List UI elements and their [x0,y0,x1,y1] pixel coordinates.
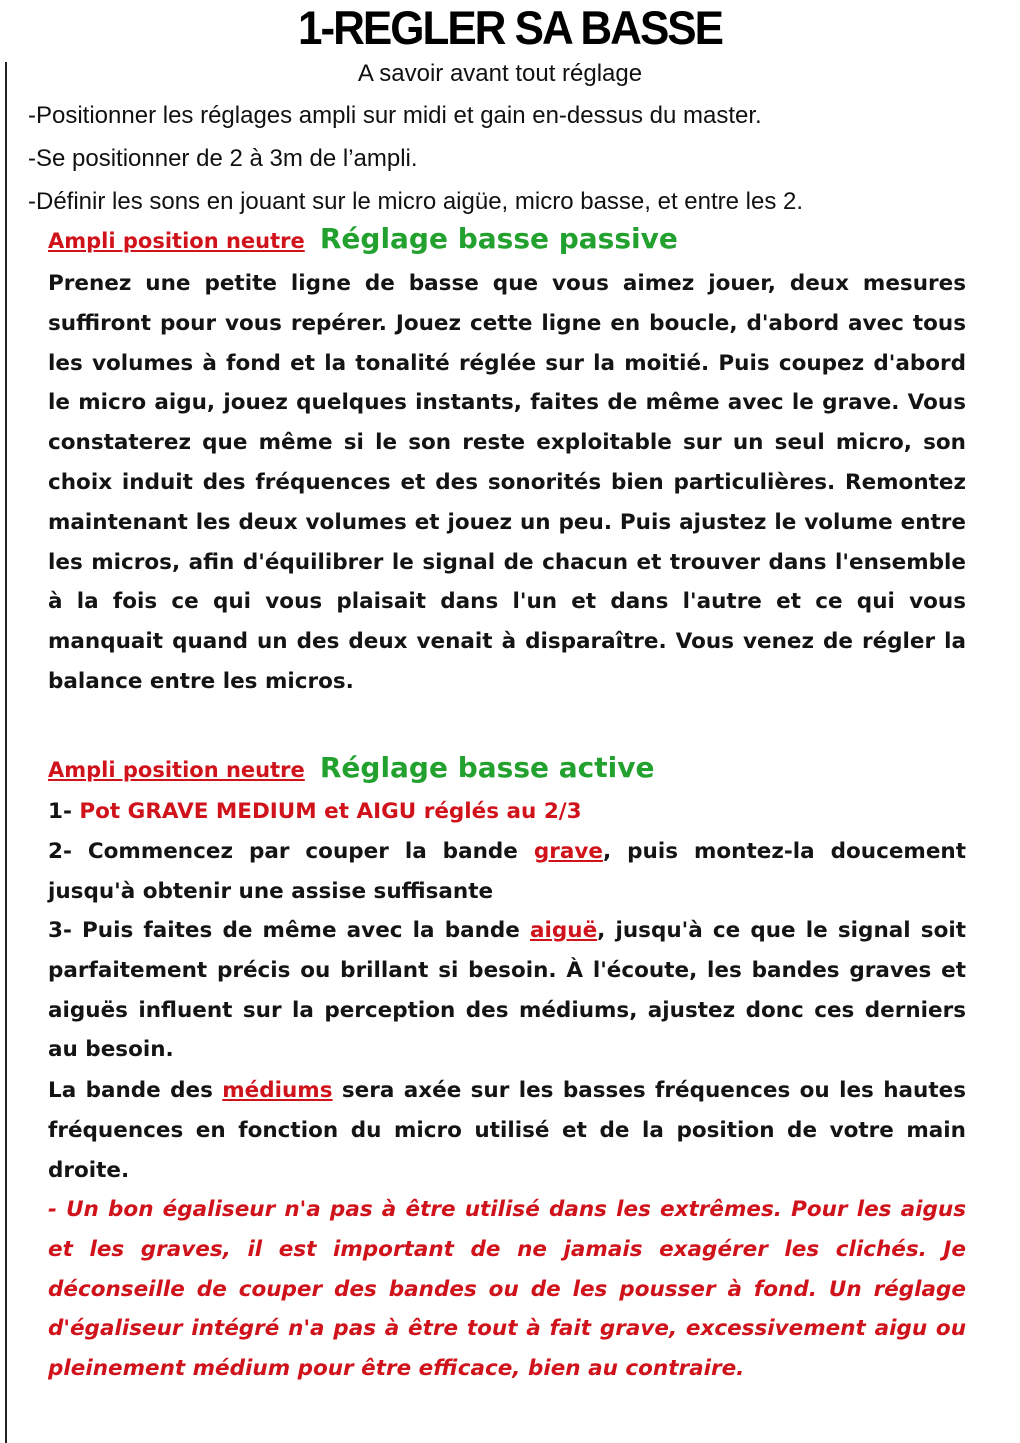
active-heading: Réglage basse active [319,751,655,784]
intro-line-3: -Définir les sons en jouant sur le micro aigüe, micro basse, et entre les 2. [28,188,804,215]
step-3-text-b: , jusqu'à ce que le signal soit parfaitement précis ou brillant si besoin. À l'écoute, les bandes graves et aiguës influent sur la perception des médiums, ajustez donc ces derniers au besoin. [48,918,966,1063]
mediums-paragraph [48,1071,966,1190]
passive-section-header [48,222,978,255]
mediums-text-a: La bande des [48,1078,223,1103]
step-1-number: 1- [48,799,72,824]
intro-line-2: -Se positionner de 2 à 3m de l’ampli. [28,145,418,172]
passive-paragraph: Prenez une petite ligne de basse que vous aimez jouer, deux mesures suffiront pour vous repérer. Jouez cette ligne en boucle, d'abord avec tous les volumes à fond et la tonalité réglée sur la moitié. Puis coupez d'abord le micro aigu, jouez quelques instants, faites de même avec le grave. Vous constaterez que même si le son reste exploitable sur un seul micro, son choix induit des fréquences et des sonorités bien particulières. Remontez maintenant les deux volumes et jouez un peu. Puis ajustez le volume entre les micros, afin d'équilibrer le signal de chacun et trouver dans l'ensemble à la fois ce qui vous plaisait dans l'un et dans l'autre et ce qui vous manquait quand un des deux venait à disparaître. Vous venez de régler la balance entre les micros. [48,271,966,694]
page-title: 1-REGLER SA BASSE [297,1,722,55]
intro-line-1: -Positionner les réglages ampli sur midi et gain en-dessus du master. [28,102,762,129]
passive-heading: Réglage basse passive [319,222,678,255]
active-step-3 [48,911,966,1070]
passive-tag: Ampli position neutre [48,229,305,253]
step-2-text-b: , puis montez-la doucement jusqu'à obtenir une assise suffisante [48,839,966,904]
mediums-text-b: sera axée sur les basses fréquences ou les hautes fréquences en fonction du micro utilisé et de la position de votre main droite. [48,1078,966,1183]
step-3-keyword: aiguë [530,918,598,943]
active-step-2 [48,832,966,912]
page-subtitle: A savoir avant tout réglage [357,60,643,87]
step-3-text-a: 3- Puis faites de même avec la bande [48,918,531,943]
mediums-keyword: médiums [222,1078,333,1103]
step-2-text-a: 2- Commencez par couper la bande [48,839,534,864]
step-1-text: Pot GRAVE MEDIUM et AIGU réglés au 2/3 [79,799,582,824]
active-tag: Ampli position neutre [48,758,305,782]
active-step-1 [48,792,966,832]
warning-paragraph: - Un bon égaliseur n'a pas à être utilisé dans les extrêmes. Pour les aigus et les graves, il est important de ne jamais exagérer les clichés. Je déconseille de couper des bandes ou de les pousser à fond. Un réglage d'égaliseur intégré n'a pas à être tout à fait grave, excessivement aigu ou pleinement médium pour être efficace, bien au contraire. [48,1197,966,1382]
step-2-keyword: grave [533,839,603,864]
active-section-header [48,751,978,784]
left-margin-rule [5,62,7,1443]
